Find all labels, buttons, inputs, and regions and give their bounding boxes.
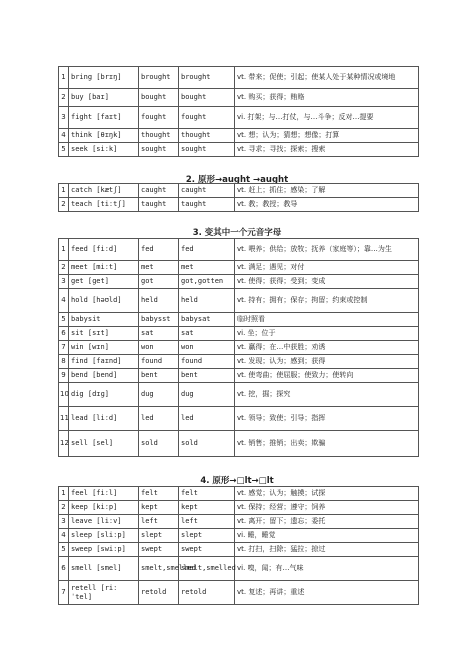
verb-past-tense: taught [139, 198, 179, 212]
verb-past-tense: thought [139, 129, 179, 143]
row-number: 4 [59, 529, 69, 543]
verb-past-participle: sought [179, 143, 235, 157]
verb-meaning: vt. 打扫，扫除；猛拉；掠过 [235, 543, 419, 557]
verb-meaning: vi. 打架；与…打仗，与…斗争；反对…提要 [235, 107, 419, 129]
verb-past-tense: dug [139, 383, 179, 407]
verb-past-participle: fought [179, 107, 235, 129]
verb-meaning: vt. 挖，掘；探究 [235, 383, 419, 407]
verb-base-form: sit [sɪt] [69, 327, 139, 341]
verb-past-tense: found [139, 355, 179, 369]
table-row [59, 431, 419, 457]
table-row [59, 143, 419, 157]
table-body [59, 184, 419, 212]
row-number: 5 [59, 313, 69, 327]
table-row [59, 341, 419, 355]
table-body [59, 487, 419, 605]
verb-meaning: vt. 复述；再讲；重述 [235, 581, 419, 605]
row-number: 1 [59, 239, 69, 261]
verb-past-participle: kept [179, 501, 235, 515]
row-number: 6 [59, 327, 69, 341]
table-row [59, 327, 419, 341]
row-number: 5 [59, 543, 69, 557]
verb-meaning: vt. 教；教授；教导 [235, 198, 419, 212]
verb-past-participle: got,gotten [179, 275, 235, 289]
row-number: 12 [59, 431, 69, 457]
verb-base-form: leave [liːv] [69, 515, 139, 529]
table-row [59, 407, 419, 431]
verb-base-form: babysit [69, 313, 139, 327]
verb-base-form: retell [riːˈtel] [69, 581, 139, 605]
verb-meaning: 临时照看 [235, 313, 419, 327]
table-row [59, 529, 419, 543]
row-number: 1 [59, 487, 69, 501]
verb-past-participle: slept [179, 529, 235, 543]
row-number: 11 [59, 407, 69, 431]
table-row [59, 198, 419, 212]
verb-meaning: vt. 使得；获得；受到；变成 [235, 275, 419, 289]
row-number: 7 [59, 581, 69, 605]
row-number: 6 [59, 557, 69, 581]
verb-past-participle: found [179, 355, 235, 369]
verb-past-tense: slept [139, 529, 179, 543]
verb-past-tense: bought [139, 89, 179, 107]
verb-past-participle: retold [179, 581, 235, 605]
verb-meaning: vt. 发现；认为；感到；获得 [235, 355, 419, 369]
verb-past-participle: led [179, 407, 235, 431]
row-number: 4 [59, 289, 69, 313]
verb-base-form: bend [bend] [69, 369, 139, 383]
verb-past-tense: won [139, 341, 179, 355]
verb-past-tense: met [139, 261, 179, 275]
verb-meaning: vt. 离开；留下；遗忘；委托 [235, 515, 419, 529]
row-number: 1 [59, 67, 69, 89]
verb-past-tense: held [139, 289, 179, 313]
verb-meaning: vt. 想；认为；猜想；想像；打算 [235, 129, 419, 143]
row-number: 2 [59, 261, 69, 275]
verb-past-tense: babysst [139, 313, 179, 327]
verb-table-3 [58, 238, 419, 457]
verb-past-tense: got [139, 275, 179, 289]
verb-past-participle: babysat [179, 313, 235, 327]
verb-base-form: fight [faɪt] [69, 107, 139, 129]
verb-past-participle: met [179, 261, 235, 275]
row-number: 8 [59, 355, 69, 369]
verb-meaning: vt. 感觉；认为；触摸；试探 [235, 487, 419, 501]
verb-past-tense: fed [139, 239, 179, 261]
table-row [59, 487, 419, 501]
table-row [59, 261, 419, 275]
verb-past-participle: swept [179, 543, 235, 557]
table-row [59, 557, 419, 581]
table-row [59, 515, 419, 529]
verb-base-form: get [ɡet] [69, 275, 139, 289]
verb-meaning: vt. 领导；致使；引导；指挥 [235, 407, 419, 431]
verb-past-participle: bought [179, 89, 235, 107]
verb-base-form: teach [tiːtʃ] [69, 198, 139, 212]
verb-base-form: keep [kiːp] [69, 501, 139, 515]
verb-past-participle: brought [179, 67, 235, 89]
verb-past-participle: held [179, 289, 235, 313]
verb-meaning: vt. 带来；促使；引起；使某人处于某种情况或境地 [235, 67, 419, 89]
verb-past-tense: caught [139, 184, 179, 198]
section-heading-2: 2. 原形→aught →aught [185, 175, 289, 185]
table-body [59, 67, 419, 157]
verb-meaning: vt. 满足；遇见；对付 [235, 261, 419, 275]
verb-base-form: feel [fiːl] [69, 487, 139, 501]
table-row [59, 543, 419, 557]
verb-meaning: vt. 寻求；寻找；探索；搜索 [235, 143, 419, 157]
verb-meaning: vt. 喂养；供给；放牧；抚养（家庭等）；靠…为生 [235, 239, 419, 261]
verb-past-tense: swept [139, 543, 179, 557]
verb-base-form: sell [sel] [69, 431, 139, 457]
verb-base-form: sleep [sliːp] [69, 529, 139, 543]
verb-past-tense: fought [139, 107, 179, 129]
table-row [59, 313, 419, 327]
table-body [59, 239, 419, 457]
verb-past-tense: sought [139, 143, 179, 157]
table-row [59, 89, 419, 107]
verb-past-participle: felt [179, 487, 235, 501]
table-row [59, 581, 419, 605]
verb-meaning: vt. 保持；经营；遵守；饲养 [235, 501, 419, 515]
verb-meaning: vi. 睡，睡觉 [235, 529, 419, 543]
row-number: 10 [59, 383, 69, 407]
verb-base-form: catch [kætʃ] [69, 184, 139, 198]
row-number: 3 [59, 107, 69, 129]
row-number: 2 [59, 198, 69, 212]
verb-table-2 [58, 183, 419, 212]
table-row [59, 107, 419, 129]
row-number: 7 [59, 341, 69, 355]
table-row [59, 67, 419, 89]
verb-past-tense: sat [139, 327, 179, 341]
table-row [59, 184, 419, 198]
row-number: 3 [59, 515, 69, 529]
verb-meaning: vt. 赶上；抓住；感染；了解 [235, 184, 419, 198]
verb-base-form: lead [liːd] [69, 407, 139, 431]
verb-meaning: vt. 使弯曲；使屈服；使致力；使转向 [235, 369, 419, 383]
verb-past-participle: won [179, 341, 235, 355]
verb-past-participle: smelt,smelled [179, 557, 235, 581]
verb-table-1 [58, 66, 419, 157]
row-number: 5 [59, 143, 69, 157]
verb-past-participle: bent [179, 369, 235, 383]
verb-meaning: vt. 销售；推销；出卖；欺骗 [235, 431, 419, 457]
verb-base-form: sweep [swiːp] [69, 543, 139, 557]
section-heading-3: 3. 变其中一个元音字母 [192, 228, 282, 238]
verb-meaning: vi. 坐；位于 [235, 327, 419, 341]
row-number: 4 [59, 129, 69, 143]
verb-base-form: buy [baɪ] [69, 89, 139, 107]
verb-meaning: vt. 购买；获得；贿赂 [235, 89, 419, 107]
table-row [59, 239, 419, 261]
table-row [59, 275, 419, 289]
row-number: 2 [59, 89, 69, 107]
verb-past-tense: sold [139, 431, 179, 457]
verb-base-form: find [faɪnd] [69, 355, 139, 369]
row-number: 9 [59, 369, 69, 383]
verb-past-tense: retold [139, 581, 179, 605]
verb-base-form: seek [siːk] [69, 143, 139, 157]
table-row [59, 289, 419, 313]
verb-past-participle: thought [179, 129, 235, 143]
verb-past-tense: kept [139, 501, 179, 515]
verb-past-tense: bent [139, 369, 179, 383]
verb-base-form: dig [dɪɡ] [69, 383, 139, 407]
verb-past-tense: felt [139, 487, 179, 501]
table-row [59, 501, 419, 515]
row-number: 2 [59, 501, 69, 515]
verb-past-tense: smelt,smelled [139, 557, 179, 581]
verb-base-form: bring [brɪŋ] [69, 67, 139, 89]
verb-meaning: vt. 赢得；在…中获胜；劝诱 [235, 341, 419, 355]
table-row [59, 129, 419, 143]
verb-past-tense: left [139, 515, 179, 529]
verb-meaning: vt. 持有；拥有；保存；拘留；约束或控制 [235, 289, 419, 313]
verb-base-form: feed [fiːd] [69, 239, 139, 261]
table-row [59, 383, 419, 407]
row-number: 3 [59, 275, 69, 289]
verb-base-form: win [wɪn] [69, 341, 139, 355]
verb-base-form: smell [smel] [69, 557, 139, 581]
verb-meaning: vi. 嗅，闻；有…气味 [235, 557, 419, 581]
table-row [59, 355, 419, 369]
verb-past-participle: dug [179, 383, 235, 407]
verb-table-4 [58, 486, 419, 605]
verb-past-participle: sat [179, 327, 235, 341]
verb-past-participle: fed [179, 239, 235, 261]
verb-base-form: hold [həʊld] [69, 289, 139, 313]
row-number: 1 [59, 184, 69, 198]
table-row [59, 369, 419, 383]
verb-past-tense: brought [139, 67, 179, 89]
verb-past-participle: taught [179, 198, 235, 212]
verb-base-form: think [θɪŋk] [69, 129, 139, 143]
verb-base-form: meet [miːt] [69, 261, 139, 275]
verb-past-tense: led [139, 407, 179, 431]
verb-past-participle: caught [179, 184, 235, 198]
verb-past-participle: left [179, 515, 235, 529]
section-heading-4: 4. 原形→□lt→□lt [200, 476, 274, 486]
verb-past-participle: sold [179, 431, 235, 457]
